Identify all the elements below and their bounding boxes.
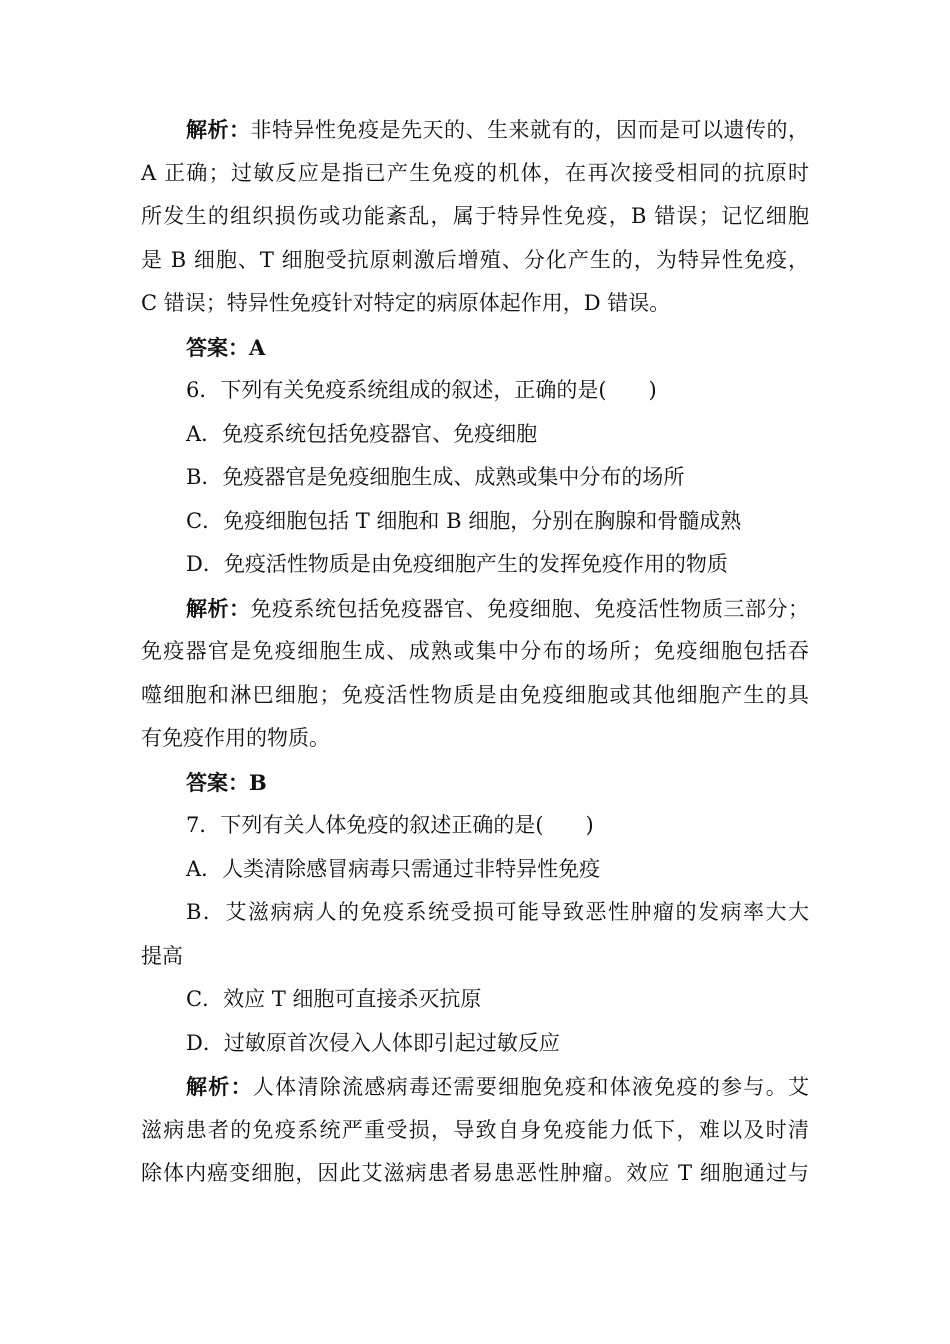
explanation-7-line-3: 除体内癌变细胞，因此艾滋病患者易患恶性肿瘤。效应 T 细胞通过与 (141, 1161, 809, 1185)
explanation-5-line-2: A 正确；过敏反应是指已产生免疫的机体，在再次接受相同的抗原时 (141, 160, 809, 185)
explanation-5-line-5: C 错误；特异性免疫针对特定的病原体起作用，D 错误。 (141, 291, 671, 315)
question-6-option-c: C．免疫细胞包括 T 细胞和 B 细胞，分别在胸腺和骨髓成熟 (186, 508, 742, 533)
answer-5 (141, 326, 809, 370)
question-7-option-b-line-1: B．艾滋病病人的免疫系统受损可能导致恶性肿瘤的发病率大大 (186, 900, 809, 924)
explanation-7-line-2: 滋病患者的免疫系统严重受损，导致自身免疫能力低下，难以及时清 (141, 1117, 809, 1142)
answer-label: 答案： (186, 769, 249, 795)
explanation-6-line-3: 噬细胞和淋巴细胞；免疫活性物质是由免疫细胞或其他细胞产生的具 (141, 682, 809, 707)
question-7-option-d: D．过敏原首次侵入人体即引起过敏反应 (186, 1030, 560, 1055)
answer-6 (141, 761, 809, 805)
explanation-6-line-1: 解析：免疫系统包括免疫器官、免疫细胞、免疫活性物质三部分； (186, 595, 809, 621)
question-6-stem: 6．下列有关免疫系统组成的叙述，正确的是( ) (186, 378, 657, 402)
question-7-option-c: C．效应 T 细胞可直接杀灭抗原 (186, 987, 482, 1011)
explanation-5-line-4: 是 B 细胞、T 细胞受抗原刺激后增殖、分化产生的，为特异性免疫， (141, 247, 809, 272)
answer-label: 答案： (186, 334, 249, 360)
explanation-7-line-1: 解析：人体清除流感病毒还需要细胞免疫和体液免疫的参与。艾 (186, 1074, 809, 1099)
question-6-option-a: A．免疫系统包括免疫器官、免疫细胞 (186, 421, 538, 446)
explanation-6-line-4: 有免疫作用的物质。 (141, 726, 330, 750)
explanation-label: 解析： (186, 1074, 253, 1099)
question-6-option-d: D．免疫活性物质是由免疫细胞产生的发挥免疫作用的物质 (186, 552, 728, 576)
answer-value: A (249, 334, 266, 360)
question-7-option-a: A．人类清除感冒病毒只需通过非特异性免疫 (186, 856, 601, 881)
explanation-5-line-1: 解析：非特异性免疫是先天的、生来就有的，因而是可以遗传的， (186, 117, 809, 142)
explanation-label: 解析： (186, 595, 251, 621)
question-7-option-b-line-2: 提高 (141, 943, 183, 968)
explanation-6-line-2: 免疫器官是免疫细胞生成、成熟或集中分布的场所；免疫细胞包括吞 (141, 639, 809, 663)
question-6-option-b: B．免疫器官是免疫细胞生成、成熟或集中分布的场所 (186, 465, 685, 489)
document-body (141, 108, 809, 1196)
answer-value: B (249, 769, 267, 795)
explanation-5-line-3: 所发生的组织损伤或功能紊乱，属于特异性免疫，B 错误；记忆细胞 (141, 204, 809, 228)
question-7-stem: 7．下列有关人体免疫的叙述正确的是( ) (186, 813, 594, 837)
explanation-label: 解析： (186, 117, 251, 142)
